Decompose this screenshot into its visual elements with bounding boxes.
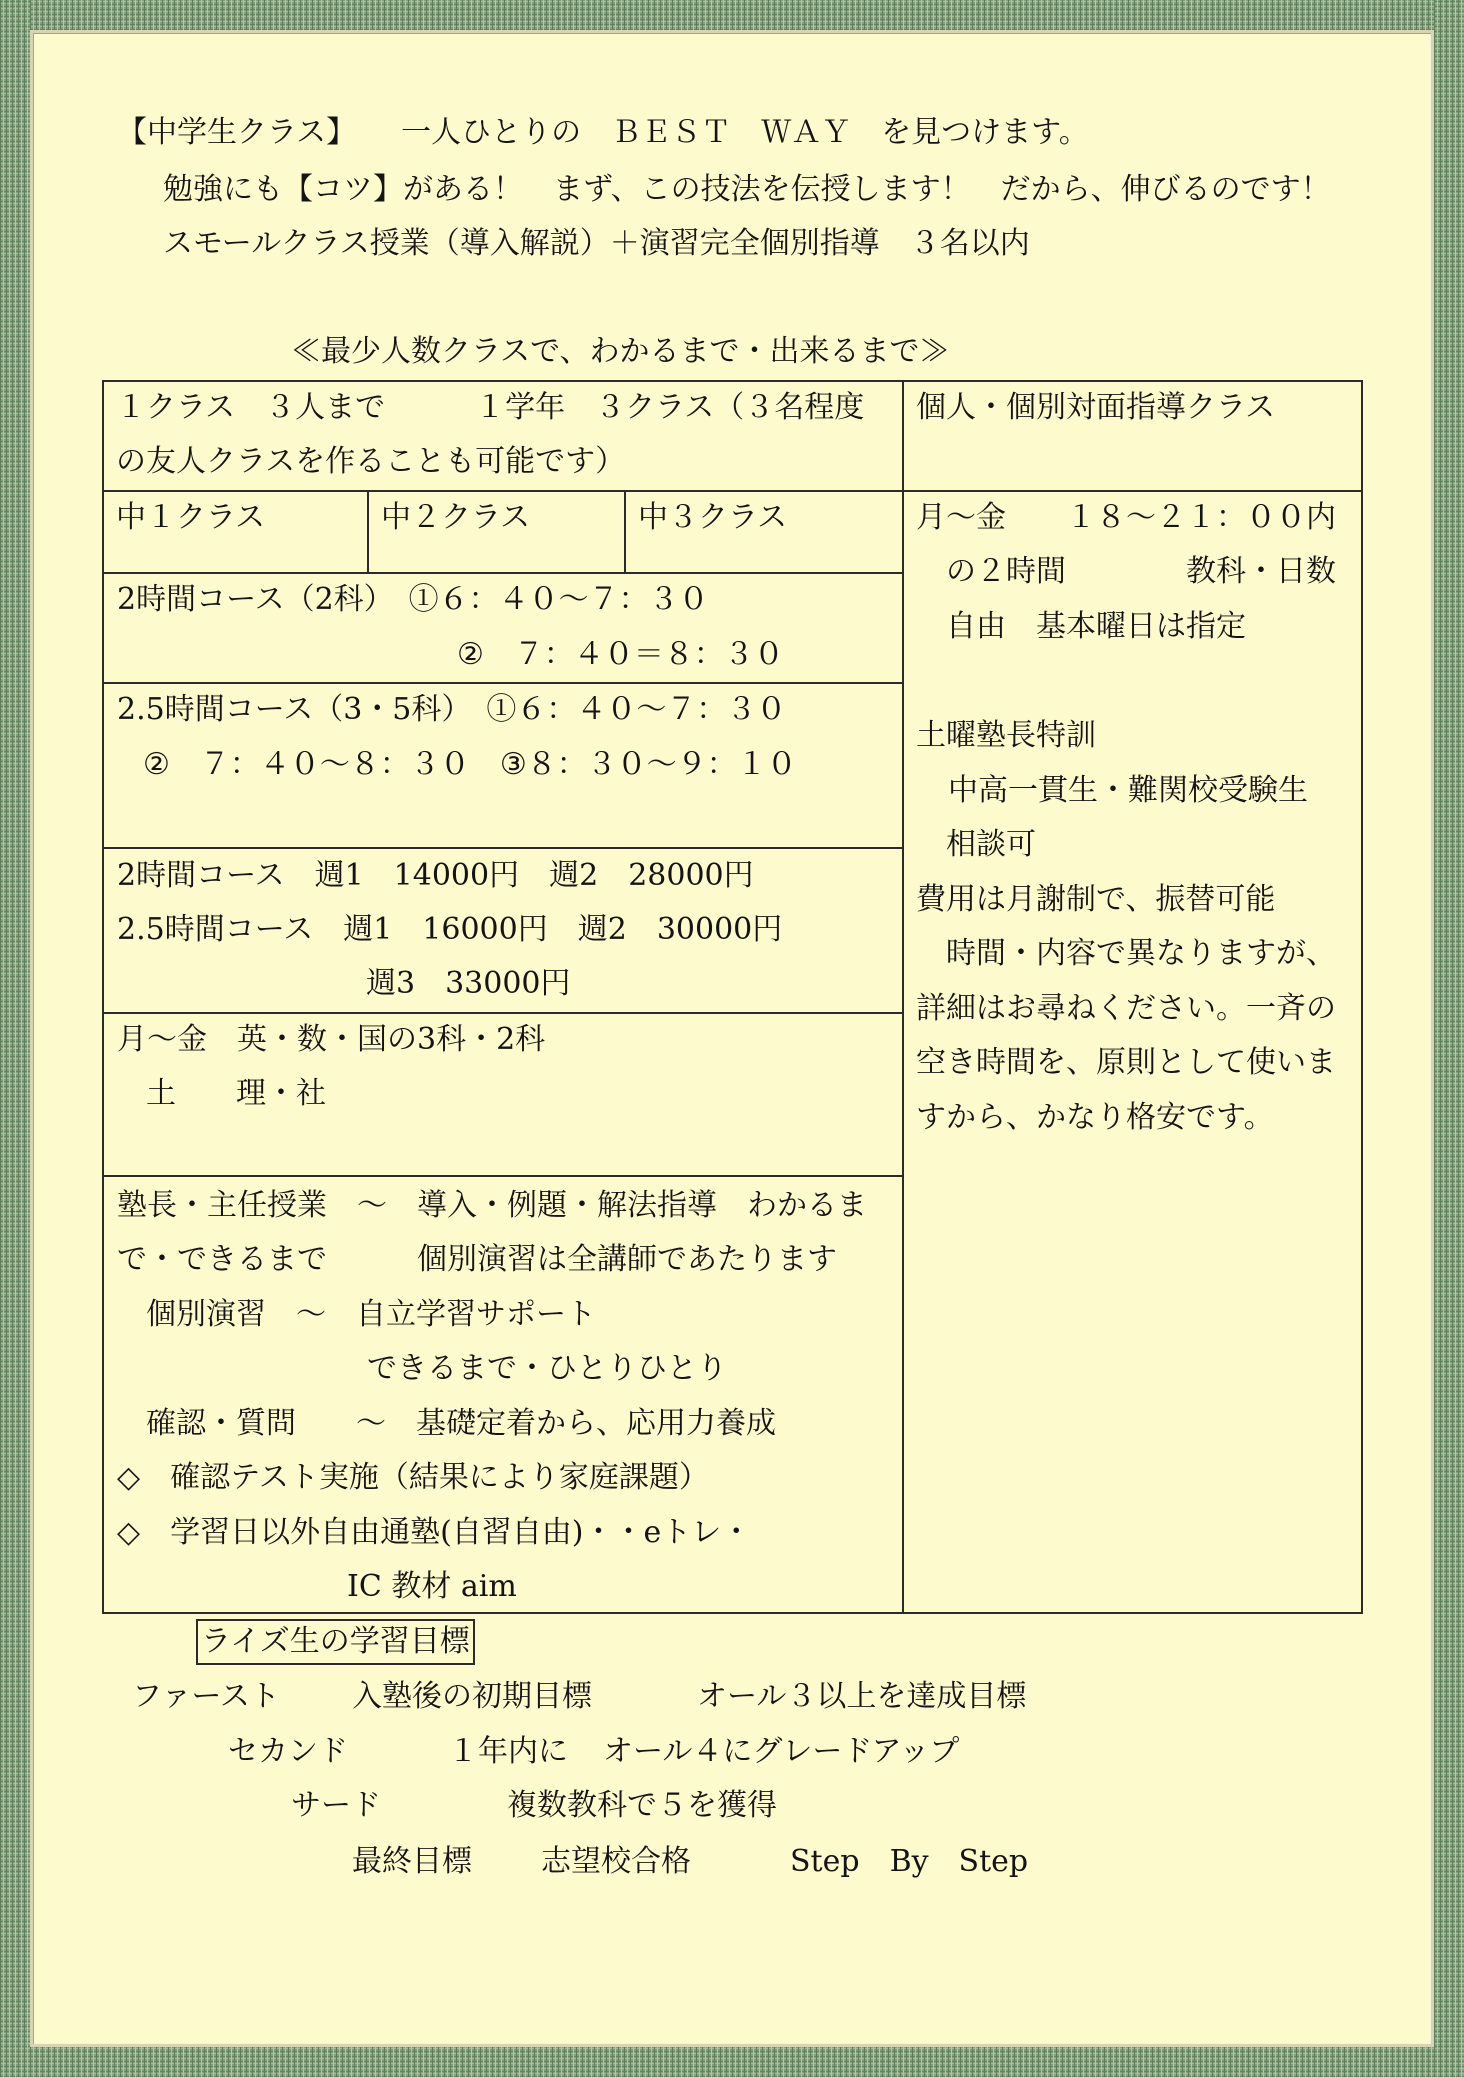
individual-details-cell — [904, 492, 1361, 1612]
goal-row-first — [0, 1677, 1464, 1717]
individual-detail-line: 月～金 １８～２１：００内 — [916, 500, 1336, 535]
individual-detail-line: 時間・内容で異なりますが、 — [946, 936, 1336, 971]
fee-line: 週3 33000円 — [366, 966, 571, 1001]
intro-format: スモールクラス授業（導入解説）＋演習完全個別指導 ３名以内 — [163, 226, 1030, 261]
individual-detail-line: 相談可 — [946, 827, 1036, 862]
course-2h-line: ② ７：４０＝８：３０ — [457, 637, 784, 672]
goal-target: 複数教科で５を獲得 — [507, 1788, 777, 1823]
grade-3-cell — [626, 492, 904, 574]
subjects-line: 土 理・社 — [146, 1076, 326, 1111]
method-line: で・できるまで 個別演習は全講師であたります — [117, 1242, 837, 1277]
goal-motto: Step By Step — [790, 1844, 1029, 1879]
goal-label: 最終目標 — [352, 1844, 472, 1879]
course-25h-line: ② ７：４０～８：３０ ③８：３０～９：１０ — [143, 747, 797, 782]
frame-border-top — [0, 0, 1464, 30]
grade-1-label: 中１クラス — [116, 500, 266, 535]
method-bullet: ◇ 学習日以外自由通塾(自習自由)・・eトレ・ — [117, 1515, 752, 1550]
individual-detail-line: 土曜塾長特訓 — [916, 718, 1096, 753]
individual-detail-line: 費用は月謝制で、振替可能 — [916, 882, 1276, 917]
goal-row-second — [0, 1732, 1464, 1772]
class-subtitle: ≪最少人数クラスで、わかるまで・出来るまで≫ — [291, 334, 950, 369]
fee-line: 2時間コース 週1 14000円 週2 28000円 — [117, 858, 754, 893]
frame-border-bottom — [0, 2047, 1464, 2077]
subjects-cell — [104, 1014, 904, 1177]
individual-detail-line: すから、かなり格安です。 — [916, 1100, 1274, 1135]
subjects-line: 月～金 英・数・国の3科・2科 — [117, 1022, 546, 1057]
goal-label: サード — [291, 1788, 381, 1823]
goal-target: オール３以上を達成目標 — [697, 1679, 1027, 1714]
intro-heading: 【中学生クラス】 一人ひとりの ＢＥＳＴ ＷＡＹ を見つけます。 — [117, 115, 1089, 150]
group-class-line: １クラス ３人まで １学年 ３クラス（３名程度 — [116, 390, 865, 425]
method-bullet: ◇ 確認テスト実施（結果により家庭課題） — [117, 1460, 709, 1495]
method-line: 個別演習 ～ 自立学習サポート — [146, 1297, 596, 1332]
intro-tagline: 勉強にも【コツ】がある！ まず、この技法を伝授します！ だから、伸びるのです！ — [163, 172, 1331, 207]
teaching-method-cell — [104, 1177, 904, 1612]
course-2h-cell — [104, 574, 904, 684]
course-2h-line: 2時間コース（2科） ①６：４０～７：３０ — [117, 582, 709, 617]
goal-timing: １年内に — [448, 1734, 568, 1769]
grade-1-cell — [104, 492, 369, 574]
individual-class-title: 個人・個別対面指導クラス — [916, 390, 1276, 425]
class-table — [102, 380, 1363, 1614]
individual-detail-line: 空き時間を、原則として使いま — [916, 1045, 1336, 1080]
course-25h-cell — [104, 684, 904, 849]
method-line: IC 教材 aim — [347, 1569, 517, 1604]
group-class-cell — [104, 382, 904, 492]
goal-timing: 入塾後の初期目標 — [352, 1679, 592, 1714]
course-25h-line: 2.5時間コース（3・5科） ①６：４０～７：３０ — [117, 692, 787, 727]
grade-2-cell — [369, 492, 626, 574]
goal-target: オール４にグレードアップ — [603, 1734, 960, 1769]
method-line: 塾長・主任授業 ～ 導入・例題・解法指導 わかるま — [117, 1188, 867, 1223]
grade-2-label: 中２クラス — [381, 500, 531, 535]
goal-row-third — [0, 1786, 1464, 1826]
grade-3-label: 中３クラス — [638, 500, 788, 535]
goal-label: セカンド — [228, 1734, 348, 1769]
goals-title: ライズ生の学習目標 — [196, 1619, 475, 1665]
goal-row-final — [0, 1842, 1464, 1882]
individual-detail-line: 詳細はお尋ねください。一斉の — [916, 991, 1336, 1026]
fee-line: 2.5時間コース 週1 16000円 週2 30000円 — [117, 912, 783, 947]
goal-target: 志望校合格 — [541, 1844, 691, 1879]
method-line: 確認・質問 ～ 基礎定着から、応用力養成 — [146, 1406, 776, 1441]
individual-detail-line: の２時間 教科・日数 — [946, 554, 1336, 589]
individual-class-title-cell — [904, 382, 1361, 492]
method-line: できるまで・ひとりひとり — [367, 1351, 727, 1386]
fees-cell — [104, 849, 904, 1014]
group-class-line: の友人クラスを作ることも可能です） — [116, 444, 626, 479]
individual-detail-line: 中高一貫生・難関校受験生 — [948, 773, 1308, 808]
goal-label: ファースト — [132, 1679, 280, 1714]
individual-detail-line: 自由 基本曜日は指定 — [946, 609, 1246, 644]
